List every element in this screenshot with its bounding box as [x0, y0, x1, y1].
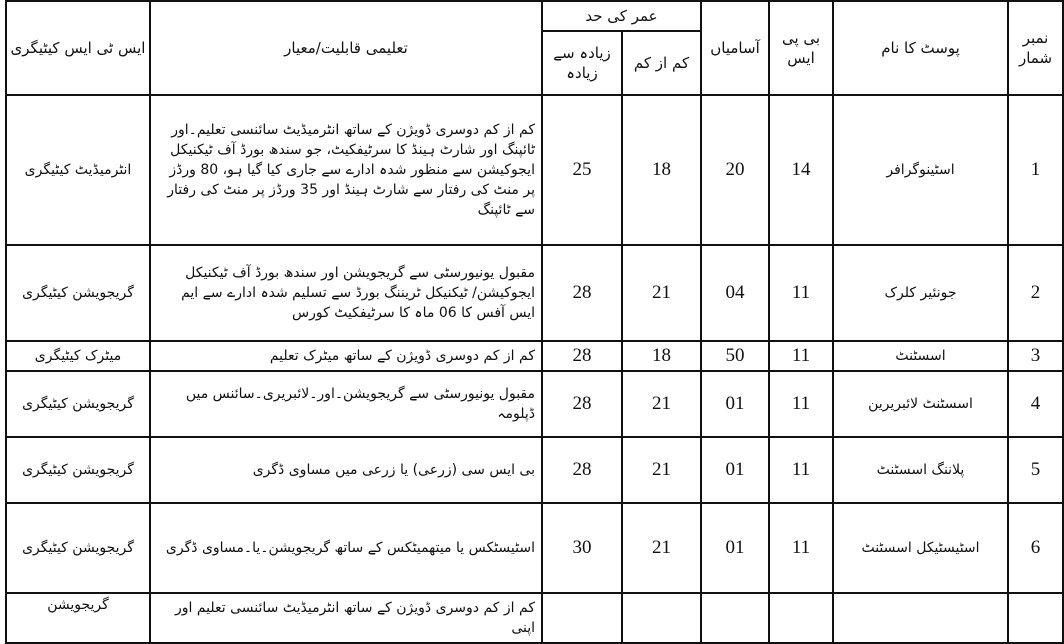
age-min-cell: 21 [622, 503, 701, 593]
category-cell: گریجویشن کیٹیگری [6, 371, 150, 437]
table-row [6, 95, 1063, 245]
vacancies-cell [701, 593, 769, 643]
serial-cell: 4 [1008, 371, 1063, 437]
age-min-cell: 21 [622, 437, 701, 503]
table-row [6, 341, 1063, 371]
bps-cell: 11 [769, 437, 833, 503]
category-cell: گریجویشن [6, 593, 150, 643]
vacancies-cell: 20 [701, 95, 769, 245]
age-max-cell: 28 [542, 341, 622, 371]
table-row [6, 245, 1063, 341]
header-qualification: تعلیمی قابلیت/معیار [150, 1, 542, 95]
header-serial: نمبر شمار [1008, 1, 1063, 95]
qualification-cell: کم از کم دوسری ڈویژن کے ساتھ انٹرمیڈیٹ سائنسی تعلیم اور اپنی [150, 593, 542, 643]
table-row [6, 503, 1063, 593]
age-min-cell [622, 593, 701, 643]
post-cell: اسسٹنٹ لائبریرین [833, 371, 1008, 437]
category-cell: میٹرک کیٹیگری [6, 341, 150, 371]
qualification-cell: کم از کم دوسری ڈویژن کے ساتھ میٹرک تعلیم [150, 341, 542, 371]
age-min-cell: 18 [622, 95, 701, 245]
qualification-cell: مقبول یونیورسٹی سے گریجویشن اور سندھ بورڈ آف ٹیکنیکل ایجوکیشن/ ٹیکنیکل ٹریننگ بورڈ سے تسلیم شدہ ادارے سے ایم ایس آفس کا 06 ماہ کا سرٹیفکیٹ کورس [150, 245, 542, 341]
bps-cell: 11 [769, 503, 833, 593]
age-max-cell: 28 [542, 371, 622, 437]
bps-cell: 11 [769, 245, 833, 341]
header-age-limit: عمر کی حد [542, 1, 701, 31]
serial-cell [1008, 593, 1063, 643]
header-age-max: زیادہ سے زیادہ [542, 31, 622, 95]
age-max-cell: 25 [542, 95, 622, 245]
vacancies-cell: 50 [701, 341, 769, 371]
job-vacancies-table [5, 0, 1064, 644]
category-cell: گریجویشن کیٹیگری [6, 245, 150, 341]
age-max-cell: 28 [542, 437, 622, 503]
vacancies-cell: 04 [701, 245, 769, 341]
header-vacancies: آسامیاں [701, 1, 769, 95]
category-cell: گریجویشن کیٹیگری [6, 437, 150, 503]
age-min-cell: 21 [622, 245, 701, 341]
table-row [6, 371, 1063, 437]
serial-cell: 6 [1008, 503, 1063, 593]
bps-cell: 11 [769, 341, 833, 371]
age-min-cell: 21 [622, 371, 701, 437]
category-cell: انٹرمیڈیٹ کیٹیگری [6, 95, 150, 245]
header-age-min: کم از کم [622, 31, 701, 95]
post-cell [833, 593, 1008, 643]
bps-cell: 11 [769, 371, 833, 437]
post-cell: پلاننگ اسسٹنٹ [833, 437, 1008, 503]
age-min-cell: 18 [622, 341, 701, 371]
serial-cell: 5 [1008, 437, 1063, 503]
vacancies-cell: 01 [701, 371, 769, 437]
qualification-cell: مقبول یونیورسٹی سے گریجویشن۔اور۔لائبریری۔سائنس میں ڈپلومہ [150, 371, 542, 437]
header-bps: بی پی ایس [769, 1, 833, 95]
header-post: پوسٹ کا نام [833, 1, 1008, 95]
age-max-cell: 28 [542, 245, 622, 341]
vacancies-cell: 01 [701, 503, 769, 593]
post-cell: اسسٹنٹ [833, 341, 1008, 371]
qualification-cell: کم از کم دوسری ڈویژن کے ساتھ انٹرمیڈیٹ سائنسی تعلیم۔اور ٹائپنگ اور شارٹ ہینڈ کا سرٹیفکیٹ، جو سندھ بورڈ آف ٹیکنیکل ایجوکیشن سے منظور شدہ ادارے سے جاری کیا گیا ہو، 80 ورڈز پر منٹ کی رفتار سے شارٹ ہینڈ اور 35 ورڈز پر منٹ کی رفتار سے ٹائپنگ [150, 95, 542, 245]
header-nts-category: ایس ٹی ایس کیٹیگری [6, 1, 150, 95]
post-cell: اسٹیسٹیکل اسسٹنٹ [833, 503, 1008, 593]
post-cell: جونئیر کلرک [833, 245, 1008, 341]
bps-cell [769, 593, 833, 643]
serial-cell: 1 [1008, 95, 1063, 245]
age-max-cell [542, 593, 622, 643]
qualification-cell: بی ایس سی (زرعی) یا زرعی میں مساوی ڈگری [150, 437, 542, 503]
serial-cell: 2 [1008, 245, 1063, 341]
table-row [6, 593, 1063, 643]
bps-cell: 14 [769, 95, 833, 245]
qualification-cell: اسٹیسٹکس یا میتھمیٹکس کے ساتھ گریجویشن۔یا۔مساوی ڈگری [150, 503, 542, 593]
category-cell: گریجویشن کیٹیگری [6, 503, 150, 593]
vacancies-cell: 01 [701, 437, 769, 503]
post-cell: اسٹینوگرافر [833, 95, 1008, 245]
table-row [6, 437, 1063, 503]
age-max-cell: 30 [542, 503, 622, 593]
serial-cell: 3 [1008, 341, 1063, 371]
